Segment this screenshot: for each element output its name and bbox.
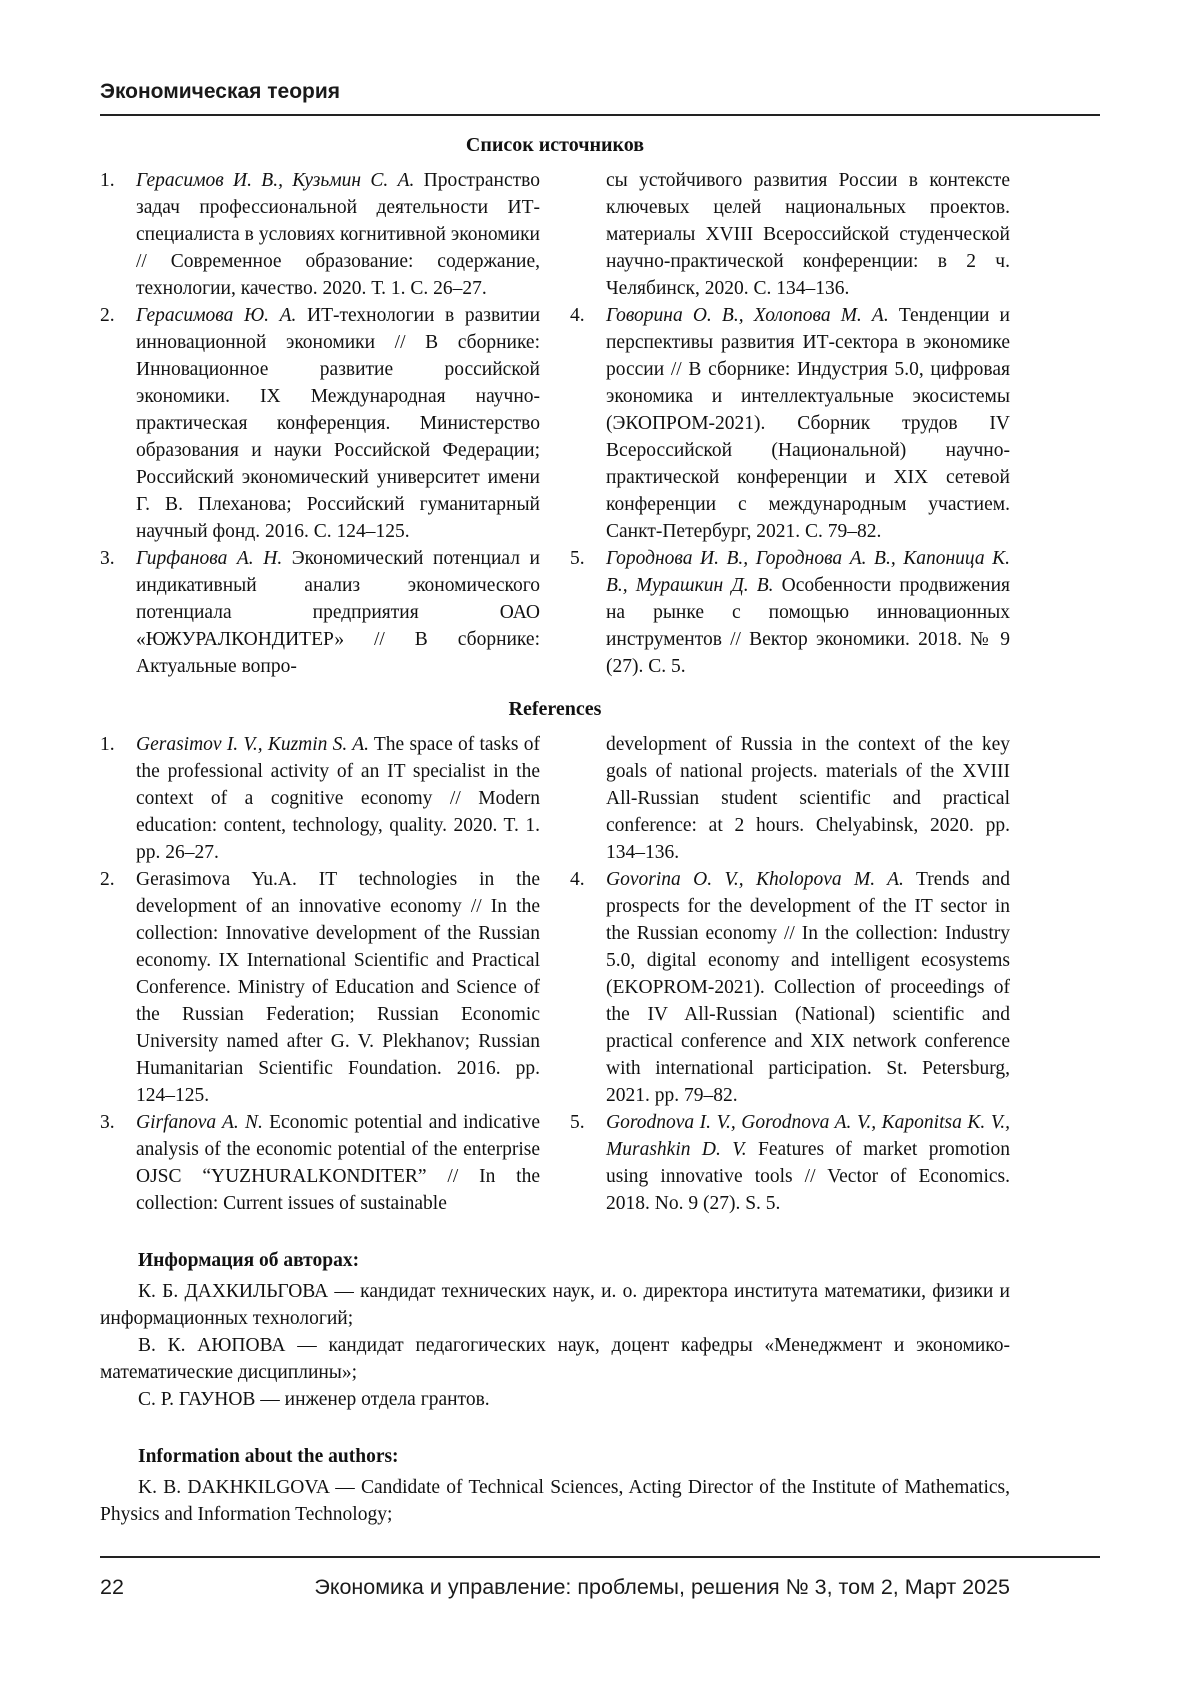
reference-authors: Govorina O. V., Kholopova M. A. <box>606 869 904 890</box>
reference-authors: Герасимова Ю. А. <box>136 305 297 326</box>
footer-rule <box>100 1556 1100 1558</box>
reference-body-text: Trends and prospects for the development of the IT sector in the Russian economy // In the collection: Industry 5.0, digital economy and intelligent ecosystems (EKOPROM-2021). Collection of proceedings of the IV All-Russian (National) scientific and practical conference and XIX network conference with international participation. St. Petersburg, 2021. pp. 79–82. <box>606 869 1010 1106</box>
author-paragraph: В. К. АЮПОВА — кандидат педагогических наук, доцент кафедры «Менеджмент и экономико-математические дисциплины»; <box>100 1335 1010 1383</box>
reference-item <box>570 545 1010 680</box>
reference-body-text: Особенности продвижения на рынке с помощью инновационных инструментов // Вектор экономики. 2018. № 9 (27). С. 5. <box>606 575 1010 677</box>
reference-number: 2. <box>100 869 115 890</box>
authors-info-en-section <box>100 1443 1010 1528</box>
sources-ru-title: Список источников <box>465 134 645 156</box>
reference-item <box>100 1109 540 1217</box>
reference-body-text: ИТ-технологии в развитии инновационной экономики // В сборнике: Инновационное развитие российской экономики. IX Международная научно-практическая конференция. Министерство образования и науки Российской Федерации; Российский экономический университет имени Г. В. Плеханова; Российский гуманитарный научный фонд. 2016. С. 124–125. <box>136 305 540 542</box>
reference-number: 4. <box>570 869 585 890</box>
reference-authors: Gerasimov I. V., Kuzmin S. A. <box>136 734 369 755</box>
reference-text <box>136 1109 540 1217</box>
reference-item-continuation <box>570 167 1010 302</box>
references-en-left-column <box>100 731 540 1217</box>
reference-authors: Gorodnova I. V., Gorodnova A. V., Kaponitsa K. V., Murashkin D. V. <box>606 1112 1010 1160</box>
reference-authors: Гирфанова А. Н. <box>136 548 283 569</box>
reference-body-text: Economic potential and indicative analysis of the economic potential of the enterprise OJSC “YUZHURALKONDITER” // In the collection: Current issues of sustainable <box>136 1112 540 1214</box>
reference-item <box>100 545 540 680</box>
reference-number: 3. <box>100 1112 115 1133</box>
reference-text <box>606 866 1010 1109</box>
sources-ru-right-column <box>570 167 1010 680</box>
reference-body-text: Gerasimova Yu.A. IT technologies in the development of an innovative economy // In the collection: Innovative development of the Russian economy. IX International Scientific and Practical Conference. Ministry of Education and Science of the Russian Federation; Russian Economic University named after G. V. Plekhanov; Russian Humanitarian Scientific Foundation. 2016. pp. 124–125. <box>136 869 540 1106</box>
reference-number: 5. <box>570 548 585 569</box>
reference-text <box>136 866 540 1109</box>
reference-body-text: The space of tasks of the professional activity of an IT specialist in the context of a cognitive economy // Modern education: content, technology, quality. 2020. T. 1. pp. 26–27. <box>136 734 540 863</box>
author-paragraph: С. Р. ГАУНОВ — инженер отдела грантов. <box>138 1389 490 1410</box>
reference-item-continuation <box>570 731 1010 866</box>
reference-number: 3. <box>100 548 115 569</box>
reference-body-text: Тенденции и перспективы развития ИТ-сектора в экономике россии // В сборнике: Индустрия 5.0, цифровая экономика и интеллектуальные экосистемы (ЭКОПРОМ-2021). Сборник трудов IV Всероссийской (Национальной) научно-практической конференции и XIX сетевой конференции с международным участием. Санкт-Петербург, 2021. С. 79–82. <box>606 305 1010 542</box>
reference-text <box>606 167 1010 302</box>
reference-authors: Герасимов И. В., Кузьмин С. А. <box>136 170 415 191</box>
reference-number: 5. <box>570 1112 585 1133</box>
reference-item <box>570 866 1010 1109</box>
authors-info-ru-section <box>100 1247 1010 1413</box>
footer-row <box>100 1574 1100 1601</box>
sources-ru-columns <box>100 167 1010 680</box>
authors-info-ru-title: Информация об авторах: <box>138 1250 360 1271</box>
reference-number: 1. <box>100 170 115 191</box>
reference-text <box>136 731 540 866</box>
reference-body-text: Экономический потенциал и индикативный анализ экономического потенциала предприятия ОАО «ЮЖУРАЛКОНДИТЕР» // В сборнике: Актуальные вопро- <box>136 548 540 677</box>
reference-text <box>136 545 540 680</box>
author-paragraph: K. B. DAKHKILGOVA — Candidate of Technical Sciences, Acting Director of the Institute of Mathematics, Physics and Information Technology; <box>100 1477 1010 1525</box>
reference-text <box>606 1109 1010 1217</box>
reference-text <box>606 302 1010 545</box>
sources-ru-section <box>100 132 1010 680</box>
references-en-title: References <box>508 698 602 720</box>
page-number: 22 <box>100 1575 124 1599</box>
author-paragraph: К. Б. ДАХКИЛЬГОВА — кандидат технических наук, и. о. директора института математики, физики и информационных технологий; <box>100 1281 1010 1329</box>
reference-authors: Говорина О. В., Холопова М. А. <box>606 305 889 326</box>
reference-number: 4. <box>570 305 585 326</box>
page-footer <box>100 1556 1100 1601</box>
sources-ru-left-column <box>100 167 540 680</box>
reference-number: 1. <box>100 734 115 755</box>
reference-item <box>100 167 540 302</box>
header-rule <box>100 114 1100 116</box>
reference-body-text: development of Russia in the context of the key goals of national projects. materials of the XVIII All-Russian student scientific and practical conference: at 2 hours. Chelyabinsk, 2020. pp. 134–136. <box>606 734 1010 863</box>
references-en-right-column <box>570 731 1010 1217</box>
reference-text <box>136 302 540 545</box>
authors-info-en-title: Information about the authors: <box>138 1446 399 1467</box>
references-en-section <box>100 696 1010 1217</box>
reference-number: 2. <box>100 305 115 326</box>
reference-item <box>100 866 540 1109</box>
references-en-columns <box>100 731 1010 1217</box>
reference-body-text: сы устойчивого развития России в контексте ключевых целей национальных проектов. материалы XVIII Всероссийской студенческой научно-практической конференции: в 2 ч. Челябинск, 2020. С. 134–136. <box>606 170 1010 299</box>
reference-item <box>570 302 1010 545</box>
reference-authors: Городнова И. В., Городнова А. В., Капоница К. В., Мурашкин Д. В. <box>606 548 1010 596</box>
reference-text <box>136 167 540 302</box>
reference-item <box>100 731 540 866</box>
reference-body-text: Пространство задач профессиональной деятельности ИТ-специалиста в условиях когнитивной экономики // Современное образование: содержание, технологии, качество. 2020. Т. 1. С. 26–27. <box>136 170 540 299</box>
reference-text <box>606 731 1010 866</box>
page-content <box>100 132 1010 1528</box>
running-head: Экономическая теория <box>100 80 341 103</box>
reference-authors: Girfanova A. N. <box>136 1112 263 1133</box>
reference-item <box>100 302 540 545</box>
reference-body-text: Features of market promotion using innovative tools // Vector of Economics. 2018. No. 9 (27). S. 5. <box>606 1139 1010 1214</box>
journal-line: Экономика и управление: проблемы, решения № 3, том 2, Март 2025 <box>314 1575 1010 1599</box>
reference-text <box>606 545 1010 680</box>
reference-item <box>570 1109 1010 1217</box>
